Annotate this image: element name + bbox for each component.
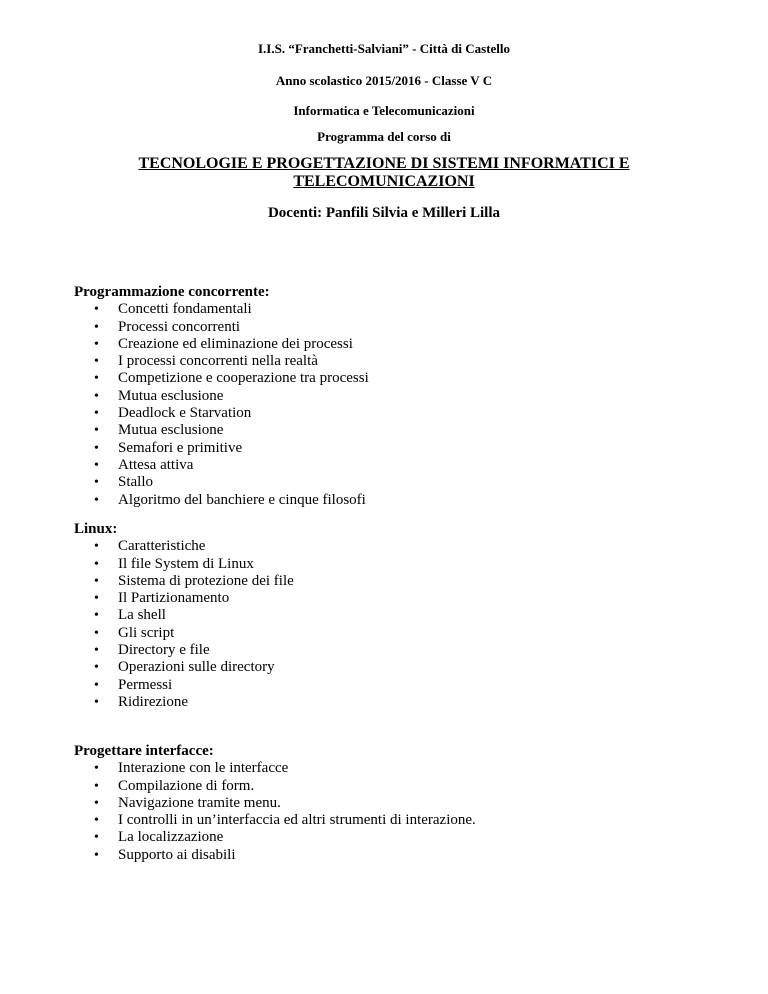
section-title: Linux:	[74, 521, 118, 537]
list-item: • Ridirezione	[94, 693, 188, 710]
bullet-icon: •	[94, 813, 99, 829]
list-item: • Attesa attiva	[94, 456, 194, 473]
bullet-icon: •	[94, 371, 99, 387]
list-item: • Interazione con le interfacce	[94, 760, 289, 777]
bullet-icon: •	[94, 778, 99, 794]
list-item: • Competizione e cooperazione tra processi	[94, 370, 369, 387]
bullet-icon: •	[94, 847, 99, 863]
list-item: • I processi concorrenti nella realtà	[94, 353, 318, 370]
section-linux	[74, 521, 734, 711]
bullet-icon: •	[94, 643, 99, 659]
program-label: Programma del corso di	[317, 129, 451, 144]
list-item: • Compilazione di form.	[94, 777, 255, 794]
bullet-icon: •	[94, 761, 99, 777]
bullet-icon: •	[94, 354, 99, 370]
bullet-icon: •	[94, 423, 99, 439]
list-item: • Creazione ed eliminazione dei processi	[94, 335, 353, 352]
bullet-icon: •	[94, 302, 99, 318]
bullet-icon: •	[94, 795, 99, 811]
bullet-icon: •	[94, 406, 99, 422]
list-item: • Algoritmo del banchiere e cinque filosofi	[94, 491, 366, 508]
list-item: • Processi concorrenti	[94, 318, 241, 335]
bullet-icon: •	[94, 336, 99, 352]
bullet-icon: •	[94, 625, 99, 641]
list-item: • Permessi	[94, 676, 173, 693]
list-item: • Sistema di protezione dei file	[94, 572, 294, 589]
bullet-icon: •	[94, 573, 99, 589]
track: Informatica e Telecomunicazioni	[293, 103, 475, 118]
list-item: • Semafori e primitive	[94, 439, 243, 456]
list-item: • Navigazione tramite menu.	[94, 794, 281, 811]
list-item: • Directory e file	[94, 642, 210, 659]
bullet-icon: •	[94, 319, 99, 335]
list-item: • I controlli in un’interfaccia ed altri strumenti di interazione.	[94, 812, 476, 829]
bullet-icon: •	[94, 608, 99, 624]
bullet-icon: •	[94, 388, 99, 404]
bullet-icon: •	[94, 677, 99, 693]
section-title: Programmazione concorrente:	[74, 284, 270, 300]
topic-list	[74, 301, 734, 509]
section-title: Progettare interfacce:	[74, 743, 214, 759]
bullet-icon: •	[94, 591, 99, 607]
list-item: • Operazioni sulle directory	[94, 659, 275, 676]
bullet-icon: •	[94, 492, 99, 508]
bullet-icon: •	[94, 660, 99, 676]
course-title-line1: TECNOLOGIE E PROGETTAZIONE DI SISTEMI INFORMATICI E	[138, 155, 630, 172]
list-item: • Il file System di Linux	[94, 555, 254, 572]
section-interface-design	[74, 743, 734, 864]
list-item: • Stallo	[94, 474, 154, 491]
section-concurrent-programming	[74, 284, 734, 509]
list-item: • Supporto ai disabili	[94, 846, 236, 863]
school-year: Anno scolastico 2015/2016 - Classe V C	[275, 73, 493, 88]
course-title-line2: TELECOMUNICAZIONI	[293, 173, 475, 190]
list-item: • Gli script	[94, 624, 175, 641]
bullet-icon: •	[94, 539, 99, 555]
teachers: Docenti: Panfili Silvia e Milleri Lilla	[267, 205, 501, 221]
list-item: • Mutua esclusione	[94, 387, 224, 404]
topic-list	[74, 760, 734, 864]
list-item: • La localizzazione	[94, 829, 224, 846]
list-item: • Mutua esclusione	[94, 422, 224, 439]
school-name: I.I.S. “Franchetti-Salviani” - Città di Castello	[257, 41, 511, 56]
bullet-icon: •	[94, 440, 99, 456]
bullet-icon: •	[94, 457, 99, 473]
list-item: • Deadlock e Starvation	[94, 405, 252, 422]
bullet-icon: •	[94, 475, 99, 491]
course-title	[0, 155, 768, 191]
bullet-icon: •	[94, 694, 99, 710]
bullet-icon: •	[94, 830, 99, 846]
list-item: • Caratteristiche	[94, 538, 206, 555]
list-item: • Il Partizionamento	[94, 590, 230, 607]
list-item: • Concetti fondamentali	[94, 301, 252, 318]
bullet-icon: •	[94, 556, 99, 572]
topic-list	[74, 538, 734, 711]
list-item: • La shell	[94, 607, 166, 624]
